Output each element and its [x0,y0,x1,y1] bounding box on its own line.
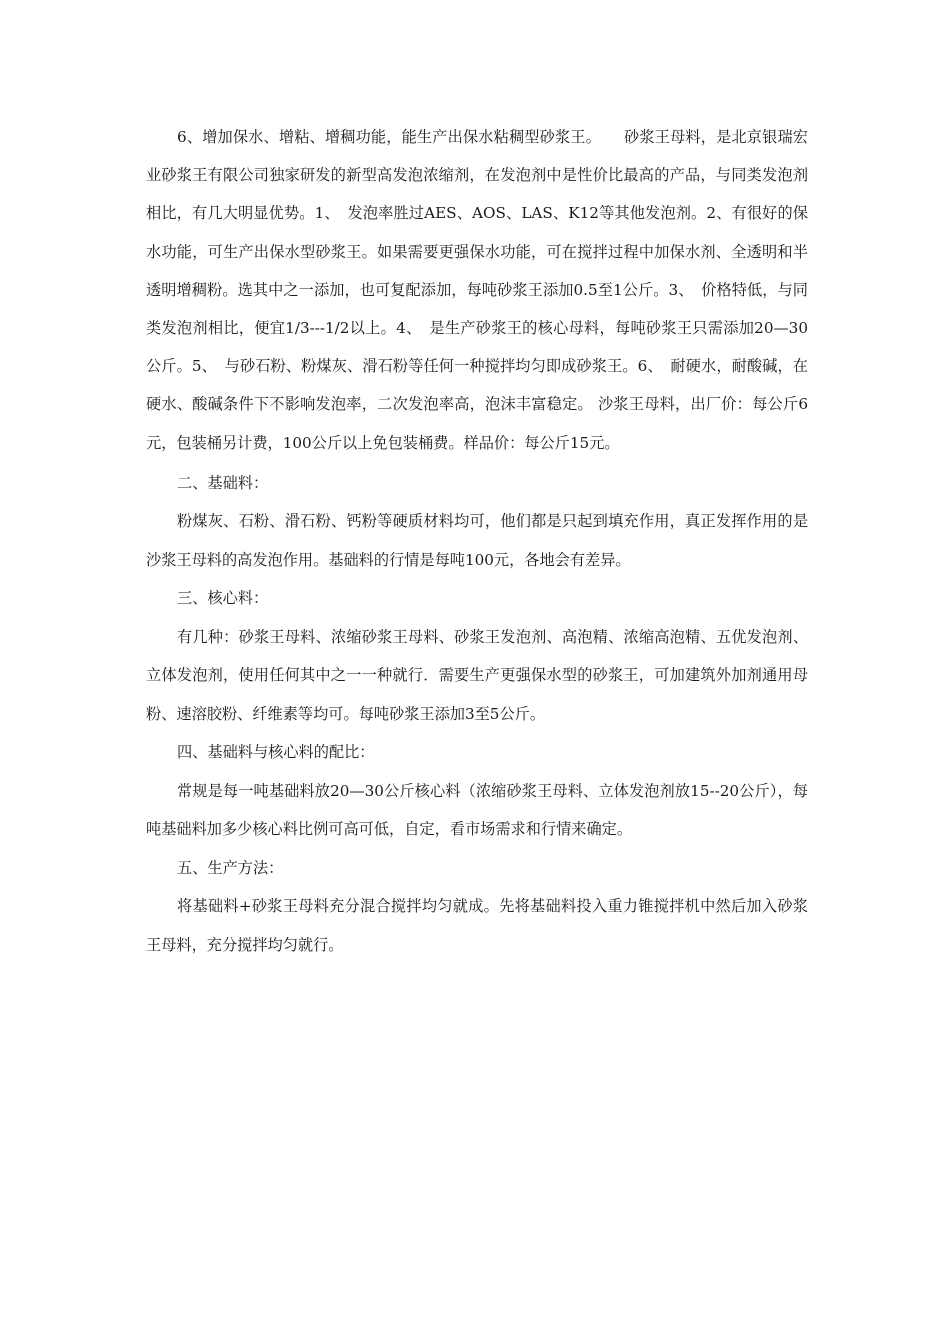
document-page [146,118,808,964]
intro-paragraph: 6、增加保水、增粘、增稠功能，能生产出保水粘稠型砂浆王。 砂浆王母料，是北京银瑞宏业砂浆王有限公司独家研发的新型高发泡浓缩剂，在发泡剂中是性价比最高的产品，与同类发泡剂相比，有几大明显优势。1、 发泡率胜过AES、AOS、LAS、K12等其他发泡剂。2、有很好的保水功能，可生产出保水型砂浆王。如果需要更强保水功能，可在搅拌过程中加保水剂、全透明和半透明增稠粉。选其中之一添加，也可复配添加，每吨砂浆王添加0.5至1公斤。3、 价格特低，与同类发泡剂相比，便宜1/3---1/2以上。4、 是生产砂浆王的核心母料，每吨砂浆王只需添加20—30公斤。5、 与砂石粉、粉煤灰、滑石粉等任何一种搅拌均匀即成砂浆王。6、 耐硬水，耐酸碱，在硬水、酸碱条件下不影响发泡率，二次发泡率高，泡沫丰富稳定。 沙浆王母料，出厂价：每公斤6元，包装桶另计费，100公斤以上免包装桶费。样品价：每公斤15元。 [146,128,808,452]
production-method-paragraph: 将基础料+砂浆王母料充分混合搅拌均匀就成。先将基础料投入重力锥搅拌机中然后加入砂浆王母料，充分搅拌均匀就行。 [146,897,808,954]
base-material-paragraph: 粉煤灰、石粉、滑石粉、钙粉等硬质材料均可，他们都是只起到填充作用，真正发挥作用的是沙浆王母料的高发泡作用。基础料的行情是每吨100元，各地会有差异。 [146,512,808,569]
section-heading-base-material: 二、基础料： [177,473,269,492]
core-material-paragraph: 有几种：砂浆王母料、浓缩砂浆王母料、砂浆王发泡剂、高泡精、浓缩高泡精、五优发泡剂、立体发泡剂，使用任何其中之一一种就行．需要生产更强保水型的砂浆王，可加建筑外加剂通用母粉、速溶胶粉、纤维素等均可。每吨砂浆王添加3至5公斤。 [146,627,808,723]
section-heading-core-material: 三、核心料： [177,589,269,608]
ratio-paragraph: 常规是每一吨基础料放20—30公斤核心料（浓缩砂浆王母料、立体发泡剂放15--20公斤），每吨基础料加多少核心料比例可高可低，自定，看市场需求和行情来确定。 [146,781,808,839]
section-heading-production-method: 五、生产方法： [177,858,284,877]
section-heading-ratio: 四、基础料与核心料的配比： [177,743,375,762]
